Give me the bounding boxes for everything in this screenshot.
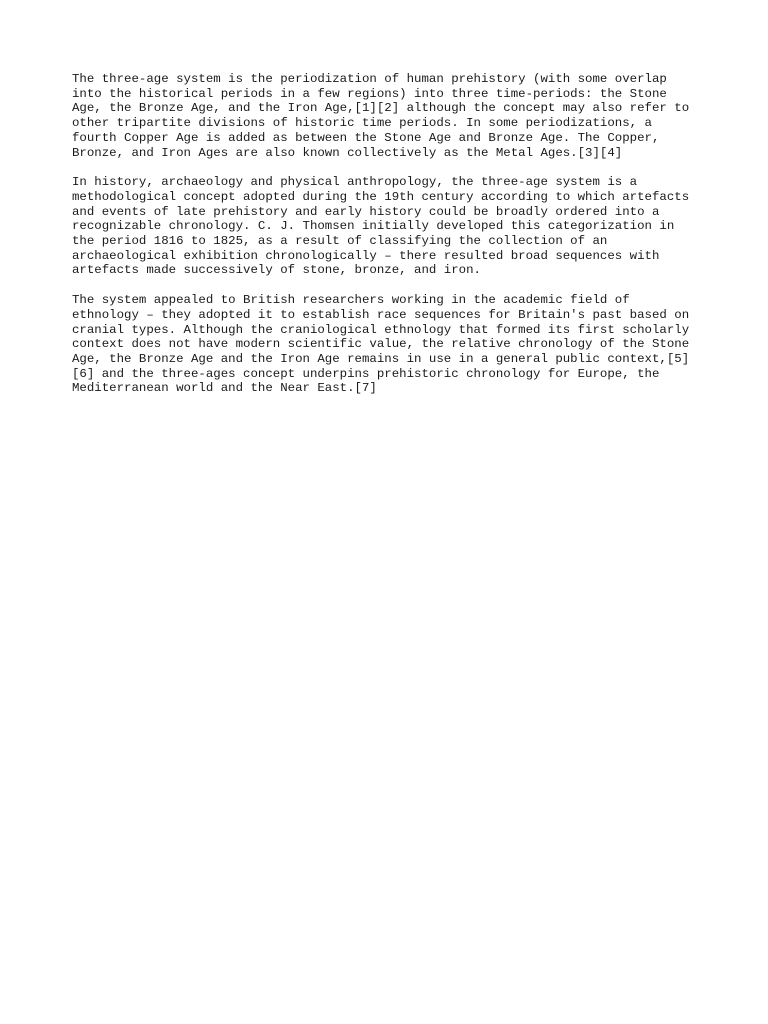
text-line: other tripartite divisions of historic time periods. In some periodizations, a <box>72 116 652 131</box>
text-line: Mediterranean world and the Near East.[7] <box>72 381 377 396</box>
text-line: [6] and the three-ages concept underpins prehistoric chronology for Europe, the <box>72 366 660 381</box>
text-line: Age, the Bronze Age and the Iron Age remains in use in a general public context,[5] <box>72 351 690 366</box>
text-line: archaeological exhibition chronologically – there resulted broad sequences with <box>72 248 660 263</box>
text-line: methodological concept adopted during the 19th century according to which artefacts <box>72 189 690 204</box>
text-line: recognizable chronology. C. J. Thomsen initially developed this categorization in <box>72 219 675 234</box>
text-line: ethnology – they adopted it to establish race sequences for Britain's past based on <box>72 307 690 322</box>
text-line: into the historical periods in a few regions) into three time-periods: the Stone <box>72 86 667 101</box>
text-line: and events of late prehistory and early history could be broadly ordered into a <box>72 204 660 219</box>
text-line: cranial types. Although the craniological ethnology that formed its first scholarly <box>72 322 690 337</box>
text-line: artefacts made successively of stone, bronze, and iron. <box>72 263 481 278</box>
text-line: Bronze, and Iron Ages are also known collectively as the Metal Ages.[3][4] <box>72 145 623 160</box>
text-line: Age, the Bronze Age, and the Iron Age,[1][2] although the concept may also refer to <box>72 101 690 116</box>
text-line: The three-age system is the periodization of human prehistory (with some overlap <box>72 72 667 86</box>
text-line: In history, archaeology and physical anthropology, the three-age system is a <box>72 175 638 190</box>
paragraph-3 <box>72 293 702 396</box>
text-line: The system appealed to British researchers working in the academic field of <box>72 293 630 308</box>
text-line: context does not have modern scientific value, the relative chronology of the Stone <box>72 337 690 352</box>
text-line: the period 1816 to 1825, as a result of classifying the collection of an <box>72 234 608 249</box>
text-line: fourth Copper Age is added as between the Stone Age and Bronze Age. The Copper, <box>72 130 660 145</box>
document-body <box>72 72 702 411</box>
paragraph-1 <box>72 72 702 160</box>
paragraph-2 <box>72 175 702 278</box>
